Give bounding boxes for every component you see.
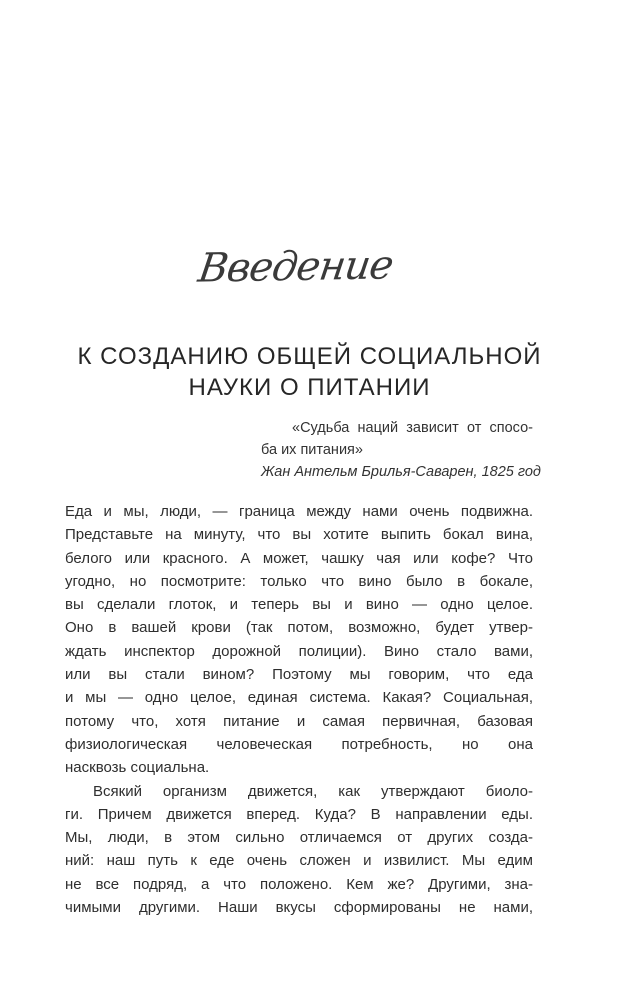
epigraph	[261, 418, 541, 484]
epigraph-attribution: Жан Антельм Брилья-Саварен, 1825 год	[261, 464, 541, 480]
text-line: ба их питания»	[261, 441, 363, 458]
text-line: ги. Причем движется вперед. Куда? В направлении еды.	[65, 805, 533, 823]
text-line: не все подряд, а что положено. Кем же? Другими, зна-	[65, 875, 533, 893]
text-line: Всякий организм движется, как утверждают биоло-	[93, 782, 533, 800]
chapter-title-line-2: НАУКИ О ПИТАНИИ	[188, 374, 431, 401]
text-line: Мы, люди, в этом сильно отличаемся от других созда-	[65, 829, 533, 847]
text-line: «Судьба наций зависит от спосо-	[292, 420, 533, 436]
text-line: угодно, но посмотрите: только что вино было в бокале,	[65, 572, 533, 590]
text-line: чимыми другими. Наши вкусы сформированы не нами,	[65, 899, 533, 917]
text-line: ний: наш путь к еде очень сложен и извилист. Мы едим	[65, 852, 533, 870]
text-line: Еда и мы, люди, — граница между нами очень подвижна.	[65, 503, 533, 520]
chapter-title-line-1: К СОЗДАНИЮ ОБЩЕЙ СОЦИАЛЬНОЙ	[77, 343, 542, 370]
text-line: физиологическая человеческая потребность, но она	[65, 735, 533, 753]
epigraph-quote	[261, 418, 533, 461]
text-line: Представьте на минуту, что вы хотите выпить бокал вина,	[65, 526, 533, 544]
introduction-script-heading: Введение	[195, 242, 396, 292]
chapter-title	[30, 341, 589, 403]
text-line: или вы стали вином? Поэтому мы говорим, что еда	[65, 666, 533, 684]
text-line: потому что, хотя питание и самая первичная, базовая	[65, 712, 533, 730]
text-line: Оно в вашей крови (так потом, возможно, будет утвер-	[65, 619, 533, 637]
body-text	[65, 500, 533, 919]
text-line: ждать инспектор дорожной полиции). Вино стало вами,	[65, 642, 533, 660]
text-line: белого или красного. А может, чашку чая или кофе? Что	[65, 549, 533, 567]
text-line: насквозь социальна.	[65, 759, 210, 777]
text-line: и мы — одно целое, единая система. Какая? Социальная,	[65, 689, 533, 707]
text-line: вы сделали глоток, и теперь вы и вино — одно целое.	[65, 596, 533, 614]
introduction-heading-wrap	[0, 244, 619, 290]
